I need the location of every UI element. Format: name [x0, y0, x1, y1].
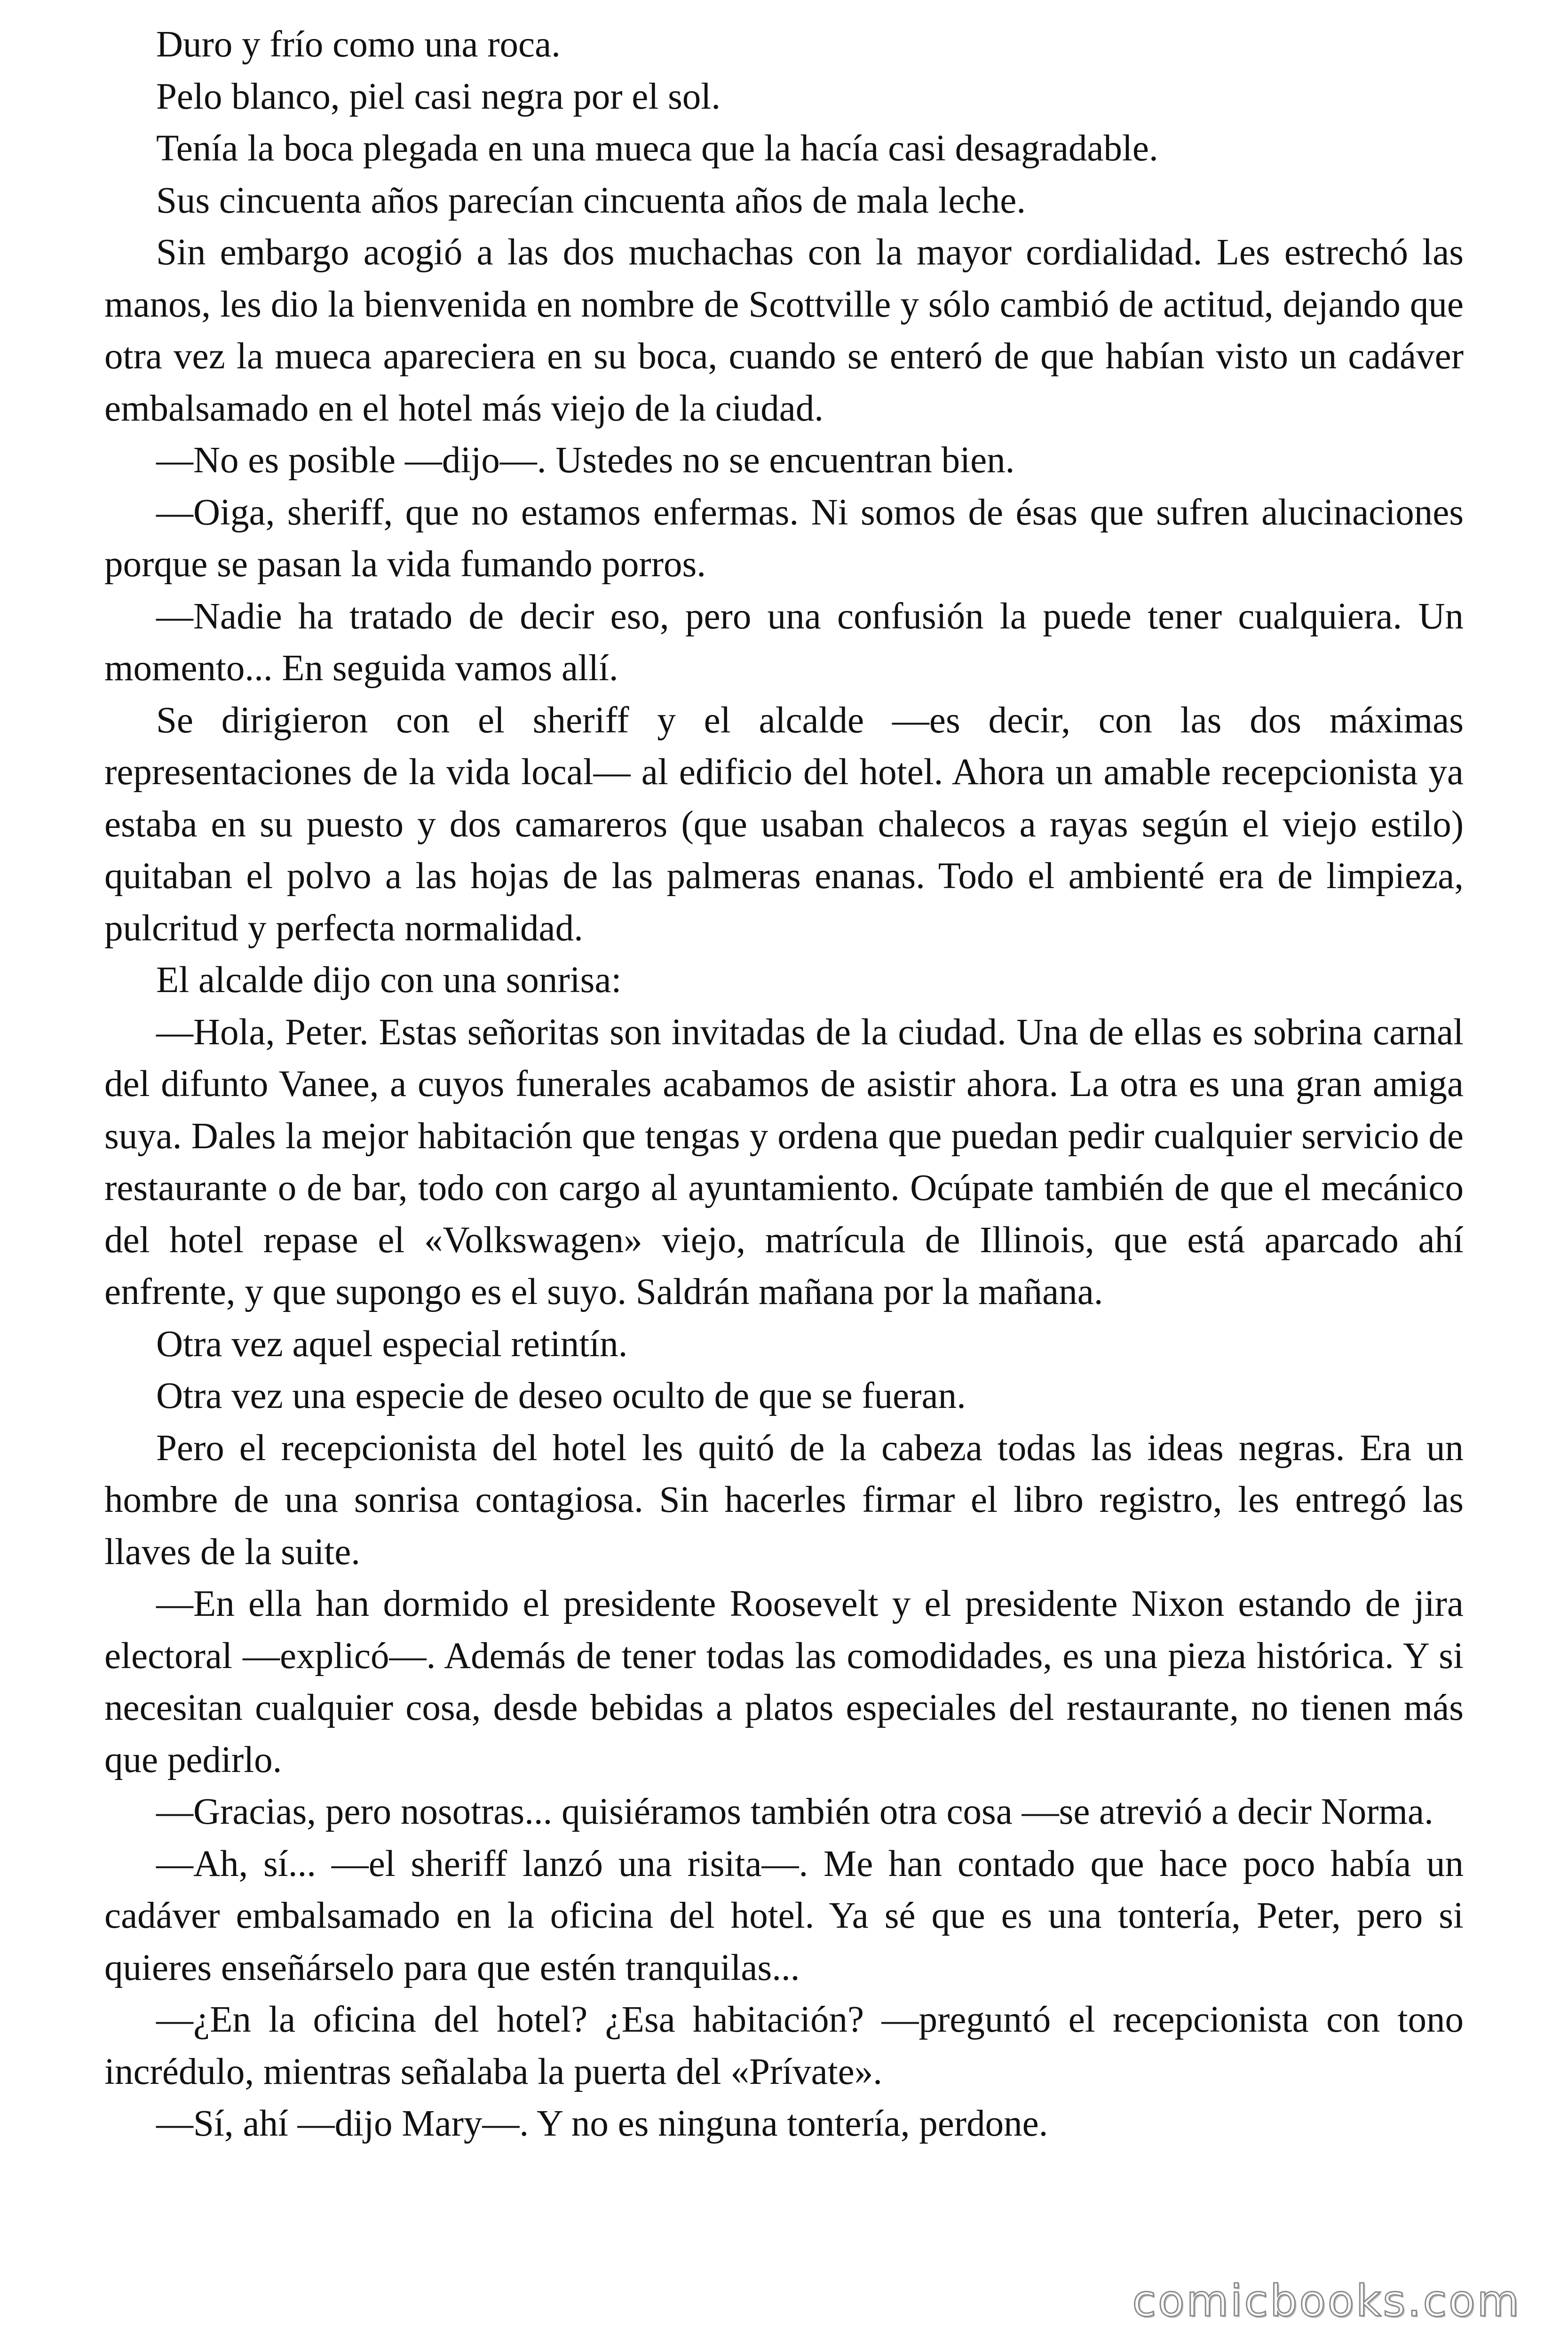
paragraph: El alcalde dijo con una sonrisa:	[156, 960, 622, 1001]
paragraph: —Sí, ahí —dijo Mary—. Y no es ninguna tontería, perdone.	[156, 2103, 1048, 2144]
paragraph: Sus cincuenta años parecían cincuenta años de mala leche.	[156, 180, 1026, 221]
paragraph: —Gracias, pero nosotras... quisiéramos también otra cosa —se atrevió a decir Norma.	[156, 1791, 1433, 1832]
paragraph: Pelo blanco, piel casi negra por el sol.	[156, 76, 721, 117]
paragraph: Tenía la boca plegada en una mueca que la hacía casi desagradable.	[156, 128, 1158, 169]
paragraph: —Ah, sí... —el sheriff lanzó una risita—. Me han contado que hace poco había un cadáver embalsamado en la oficina del hotel. Ya sé que es una tontería, Peter, pero si quieres enseñárselo para que estén tranquilas...	[104, 1843, 1464, 1988]
paragraph: —Hola, Peter. Estas señoritas son invitadas de la ciudad. Una de ellas es sobrina carnal del difunto Vanee, a cuyos funerales acabamos de asistir ahora. La otra es una gran amiga suya. Dales la mejor habitación que tengas y ordena que puedan pedir cualquier servicio de restaurante o de bar, todo con cargo al ayuntamiento. Ocúpate también de que el mecánico del hotel repase el «Volkswagen» viejo, matrícula de Illinois, que está aparcado ahí enfrente, y que supongo es el suyo. Saldrán mañana por la mañana.	[104, 1011, 1464, 1312]
paragraph: —Nadie ha tratado de decir eso, pero una confusión la puede tener cualquiera. Un momento... En seguida vamos allí.	[104, 596, 1464, 689]
paragraph: Otra vez una especie de deseo oculto de que se fueran.	[156, 1375, 966, 1416]
watermark: comicbooks.com	[1132, 2276, 1521, 2326]
paragraph: Pero el recepcionista del hotel les quitó de la cabeza todas las ideas negras. Era un hombre de una sonrisa contagiosa. Sin hacerles firmar el libro registro, les entregó las llaves de la suite.	[104, 1427, 1464, 1573]
page-text	[104, 19, 1464, 2150]
paragraph: —No es posible —dijo—. Ustedes no se encuentran bien.	[156, 440, 1015, 481]
paragraph: Otra vez aquel especial retintín.	[156, 1323, 628, 1365]
paragraph: Duro y frío como una roca.	[156, 24, 561, 65]
paragraph: Sin embargo acogió a las dos muchachas con la mayor cordialidad. Les estrechó las manos, les dio la bienvenida en nombre de Scottville y sólo cambió de actitud, dejando que otra vez la mueca apareciera en su boca, cuando se enteró de que habían visto un cadáver embalsamado en el hotel más viejo de la ciudad.	[104, 232, 1464, 429]
paragraph: —En ella han dormido el presidente Roosevelt y el presidente Nixon estando de jira electoral —explicó—. Además de tener todas las comodidades, es una pieza histórica. Y si necesitan cualquier cosa, desde bebidas a platos especiales del restaurante, no tienen más que pedirlo.	[104, 1583, 1464, 1780]
paragraph: —¿En la oficina del hotel? ¿Esa habitación? —preguntó el recepcionista con tono incrédulo, mientras señalaba la puerta del «Prívate».	[104, 1999, 1464, 2092]
paragraph: —Oiga, sheriff, que no estamos enfermas. Ni somos de ésas que sufren alucinaciones porque se pasan la vida fumando porros.	[104, 492, 1464, 585]
paragraph: Se dirigieron con el sheriff y el alcalde —es decir, con las dos máximas representaciones de la vida local— al edificio del hotel. Ahora un amable recepcionista ya estaba en su puesto y dos camareros (que usaban chalecos a rayas según el viejo estilo) quitaban el polvo a las hojas de las palmeras enanas. Todo el ambienté era de limpieza, pulcritud y perfecta normalidad.	[104, 699, 1464, 949]
